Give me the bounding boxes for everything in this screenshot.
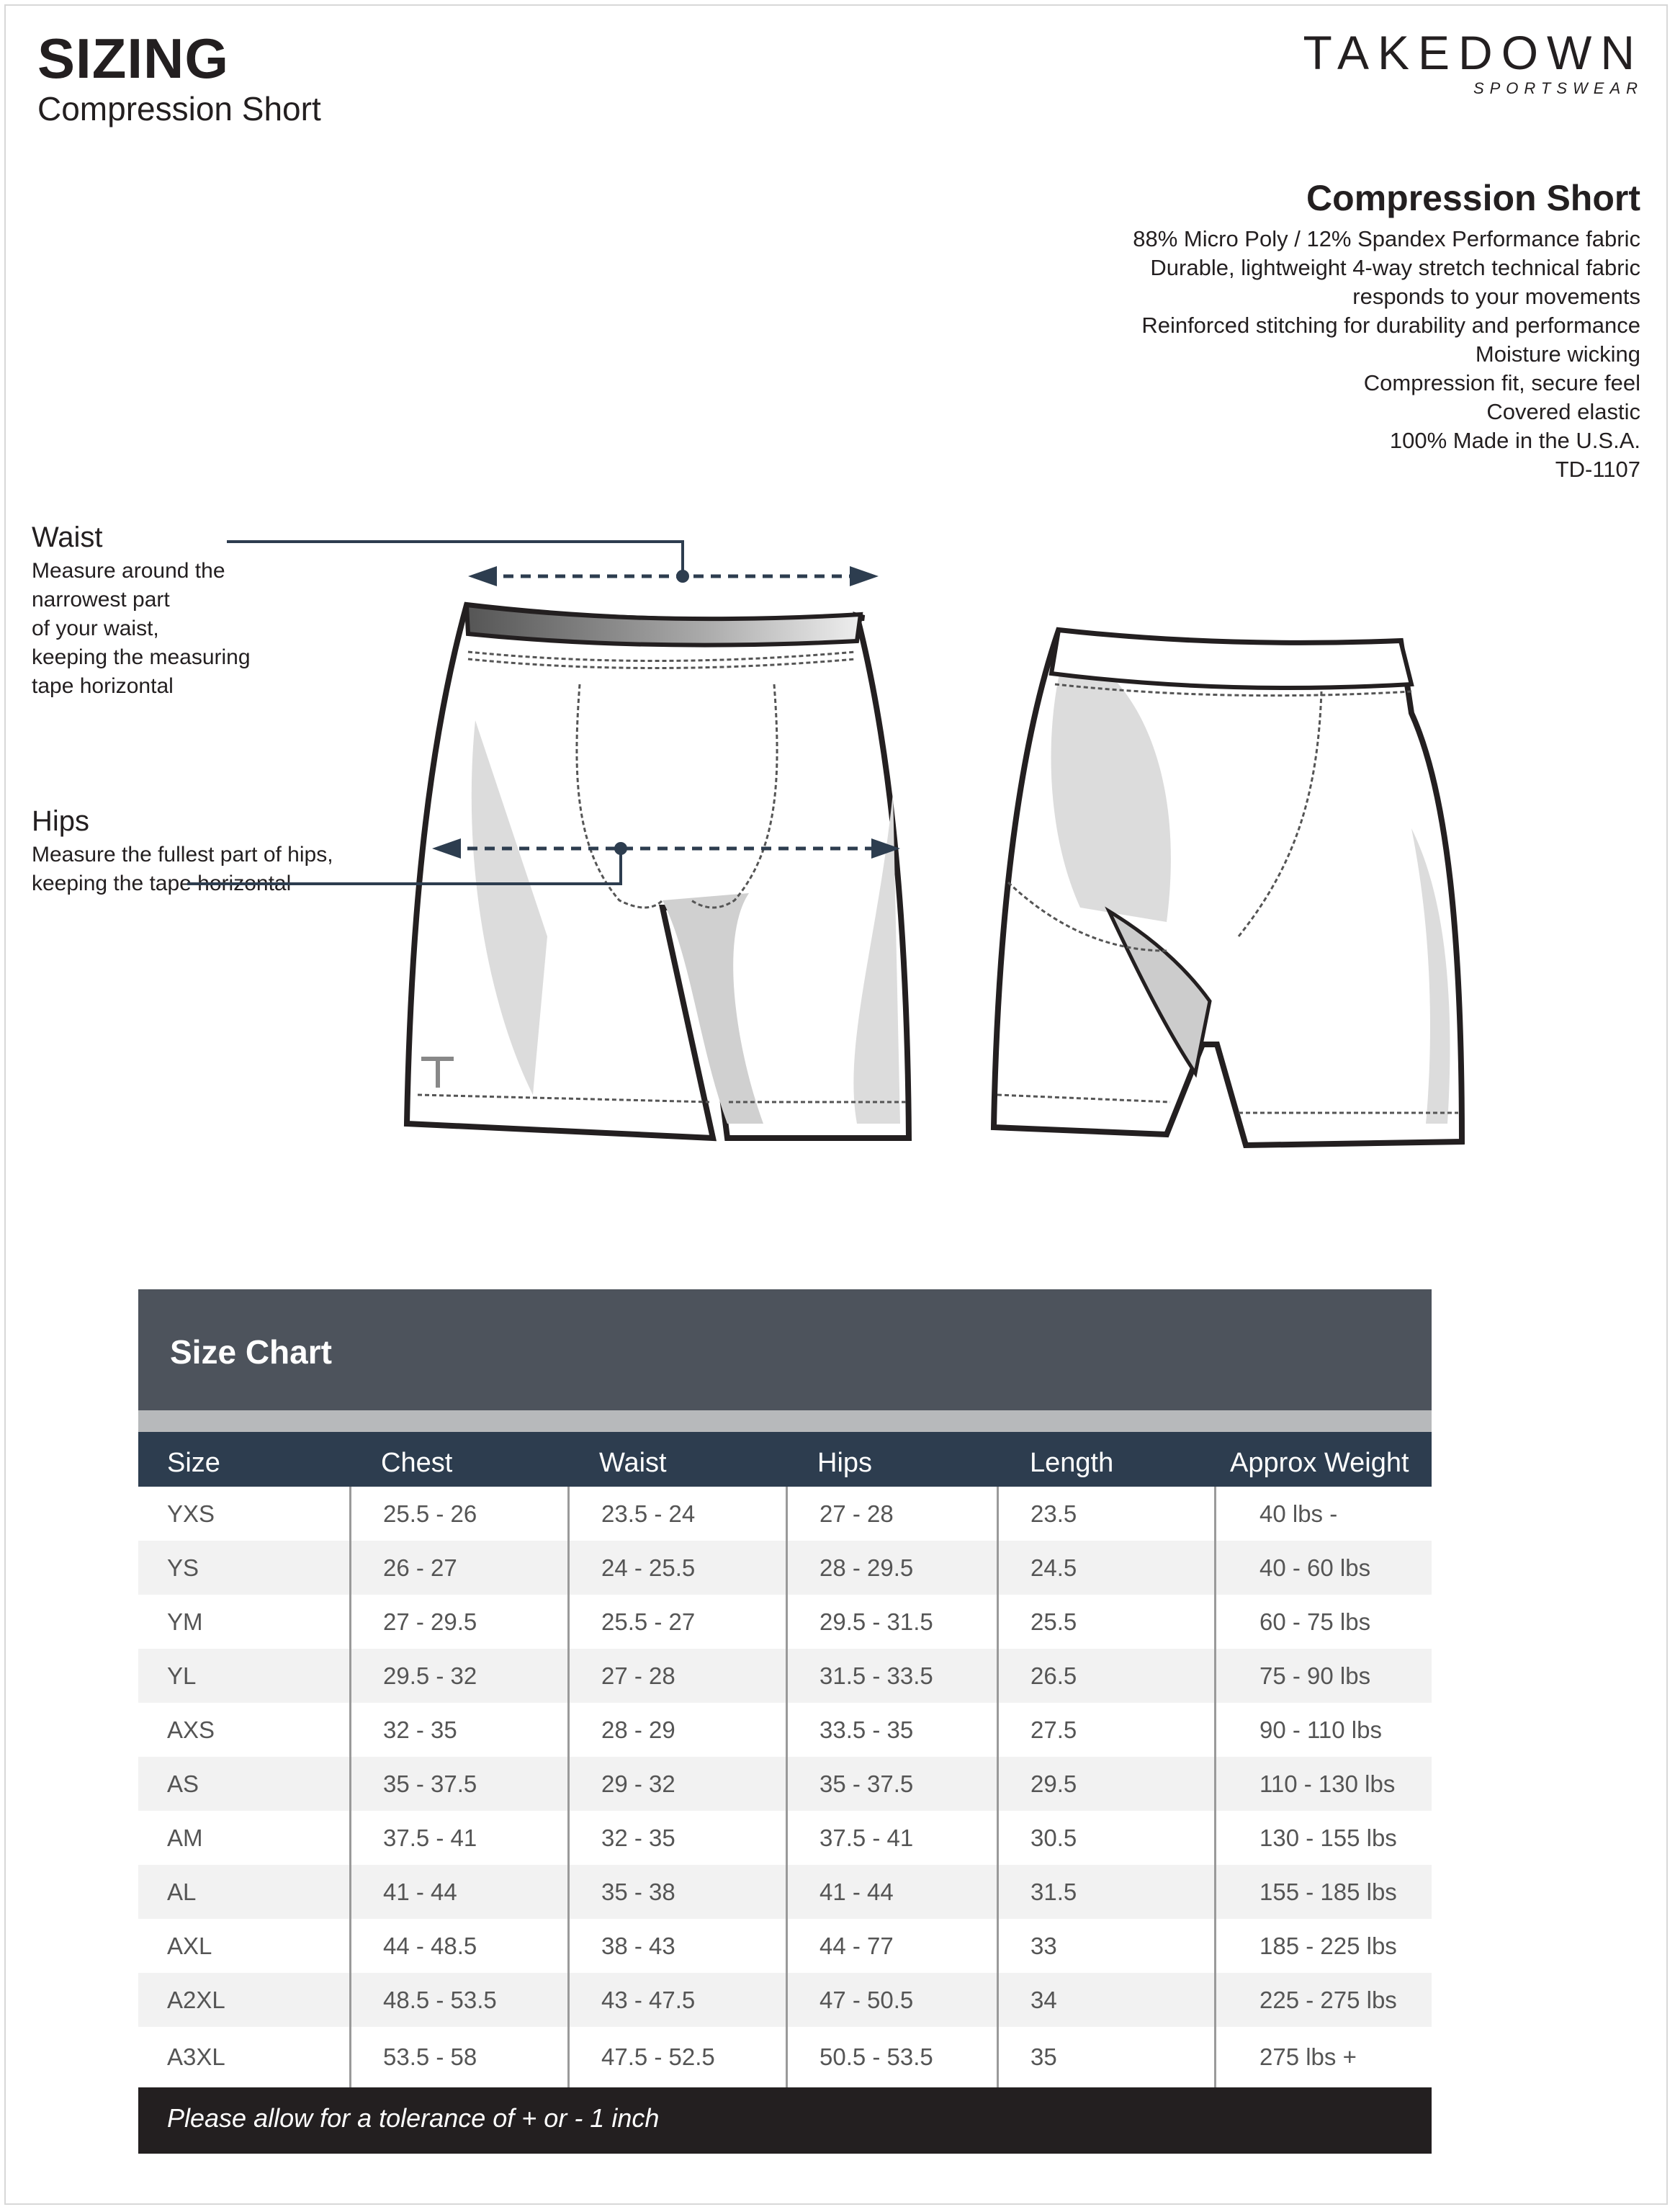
table-row bbox=[138, 1541, 1432, 1595]
table-cell: 31.5 bbox=[997, 1865, 1214, 1919]
table-cell: 32 - 35 bbox=[567, 1811, 786, 1865]
waist-line: of your waist, bbox=[32, 617, 159, 640]
table-cell: 225 - 275 lbs bbox=[1214, 1973, 1432, 2027]
waist-line: keeping the measuring bbox=[32, 645, 251, 669]
waist-line: tape horizontal bbox=[32, 674, 174, 698]
table-cell: 40 lbs - bbox=[1214, 1487, 1432, 1541]
table-row bbox=[138, 1811, 1432, 1865]
table-cell: 47.5 - 52.5 bbox=[567, 2027, 786, 2087]
table-cell: 185 - 225 lbs bbox=[1214, 1919, 1432, 1973]
table-cell: 60 - 75 lbs bbox=[1214, 1595, 1432, 1649]
feature-line: Reinforced stitching for durability and performance bbox=[1141, 313, 1640, 338]
table-row bbox=[138, 1973, 1432, 2027]
column-headers bbox=[138, 1432, 1432, 1487]
page-subtitle: Compression Short bbox=[37, 90, 321, 127]
table-cell: A2XL bbox=[167, 1987, 225, 2013]
waist-line: Measure around the bbox=[32, 559, 225, 583]
table-cell: 28 - 29.5 bbox=[786, 1541, 997, 1595]
tolerance-note: Please allow for a tolerance of + or - 1 inch bbox=[138, 2087, 1432, 2154]
waist-line: narrowest part bbox=[32, 588, 170, 612]
waist-title: Waist bbox=[32, 521, 103, 553]
table-row bbox=[138, 1487, 1432, 1541]
table-row bbox=[138, 1919, 1432, 1973]
column-header-weight: Approx Weight bbox=[1230, 1448, 1409, 1478]
hips-title: Hips bbox=[32, 805, 90, 837]
table-cell: 75 - 90 lbs bbox=[1214, 1649, 1432, 1703]
table-cell: 26.5 bbox=[997, 1649, 1214, 1703]
table-cell: YXS bbox=[167, 1500, 215, 1527]
table-cell: 25.5 - 27 bbox=[567, 1595, 786, 1649]
table-cell: 25.5 - 26 bbox=[349, 1487, 567, 1541]
column-header-length: Length bbox=[1030, 1448, 1114, 1478]
table-cell: 41 - 44 bbox=[786, 1865, 997, 1919]
table-cell: 29 - 32 bbox=[567, 1757, 786, 1811]
feature-line: 100% Made in the U.S.A. bbox=[1389, 428, 1640, 453]
feature-line: responds to your movements bbox=[1352, 284, 1640, 309]
feature-line: Moisture wicking bbox=[1475, 341, 1640, 367]
style-number: TD-1107 bbox=[1555, 457, 1640, 482]
table-cell: 37.5 - 41 bbox=[786, 1811, 997, 1865]
table-row bbox=[138, 1595, 1432, 1649]
size-chart-title: Size Chart bbox=[170, 1333, 332, 1371]
table-cell: 35 - 37.5 bbox=[349, 1757, 567, 1811]
table-cell: AM bbox=[167, 1824, 203, 1851]
table-cell: 155 - 185 lbs bbox=[1214, 1865, 1432, 1919]
hips-line: Measure the fullest part of hips, bbox=[32, 843, 333, 867]
table-cell: YS bbox=[167, 1554, 199, 1581]
table-cell: 130 - 155 lbs bbox=[1214, 1811, 1432, 1865]
table-cell: 34 bbox=[997, 1973, 1214, 2027]
table-cell: YL bbox=[167, 1662, 197, 1689]
table-cell: 29.5 - 31.5 bbox=[786, 1595, 997, 1649]
table-cell: 35 - 38 bbox=[567, 1865, 786, 1919]
table-cell: 29.5 - 32 bbox=[349, 1649, 567, 1703]
table-cell: 23.5 - 24 bbox=[567, 1487, 786, 1541]
table-cell: 48.5 - 53.5 bbox=[349, 1973, 567, 2027]
column-header-size: Size bbox=[167, 1448, 220, 1478]
size-chart-header bbox=[138, 1289, 1432, 1410]
table-cell: AL bbox=[167, 1879, 197, 1905]
table-cell: AXS bbox=[167, 1716, 215, 1743]
table-cell: 27 - 28 bbox=[786, 1487, 997, 1541]
feature-line: Durable, lightweight 4-way stretch technical fabric bbox=[1150, 255, 1640, 280]
table-cell: 41 - 44 bbox=[349, 1865, 567, 1919]
table-cell: 28 - 29 bbox=[567, 1703, 786, 1757]
brand-subtitle: SPORTSWEAR bbox=[1473, 79, 1643, 97]
table-cell: 25.5 bbox=[997, 1595, 1214, 1649]
table-cell: 38 - 43 bbox=[567, 1919, 786, 1973]
table-cell: 43 - 47.5 bbox=[567, 1973, 786, 2027]
page-title: SIZING bbox=[37, 27, 230, 90]
table-cell: 31.5 - 33.5 bbox=[786, 1649, 997, 1703]
table-cell: 37.5 - 41 bbox=[349, 1811, 567, 1865]
column-header-chest: Chest bbox=[381, 1448, 453, 1478]
table-cell: 24.5 bbox=[997, 1541, 1214, 1595]
table-cell: 27.5 bbox=[997, 1703, 1214, 1757]
feature-line: Compression fit, secure feel bbox=[1363, 370, 1640, 395]
table-cell: 44 - 77 bbox=[786, 1919, 997, 1973]
table-cell: A3XL bbox=[167, 2043, 225, 2070]
table-cell: 53.5 - 58 bbox=[349, 2027, 567, 2087]
table-cell: 30.5 bbox=[997, 1811, 1214, 1865]
table-cell: 110 - 130 lbs bbox=[1214, 1757, 1432, 1811]
table-cell: 26 - 27 bbox=[349, 1541, 567, 1595]
table-cell: 50.5 - 53.5 bbox=[786, 2027, 997, 2087]
table-cell: 40 - 60 lbs bbox=[1214, 1541, 1432, 1595]
table-row bbox=[138, 1865, 1432, 1919]
table-cell: 27 - 28 bbox=[567, 1649, 786, 1703]
feature-line: 88% Micro Poly / 12% Spandex Performance fabric bbox=[1133, 226, 1640, 251]
table-cell: 29.5 bbox=[997, 1757, 1214, 1811]
table-row bbox=[138, 1703, 1432, 1757]
table-row bbox=[138, 1757, 1432, 1811]
header-stripe bbox=[138, 1410, 1432, 1432]
product-name: Compression Short bbox=[1306, 178, 1640, 218]
table-cell: 35 - 37.5 bbox=[786, 1757, 997, 1811]
size-chart-body bbox=[138, 1487, 1432, 2087]
back-shorts-icon bbox=[994, 630, 1462, 1145]
table-row bbox=[138, 1649, 1432, 1703]
column-header-waist: Waist bbox=[599, 1448, 667, 1478]
front-shorts-icon bbox=[407, 605, 909, 1138]
table-cell: 33.5 - 35 bbox=[786, 1703, 997, 1757]
table-cell: 90 - 110 lbs bbox=[1214, 1703, 1432, 1757]
table-cell: 27 - 29.5 bbox=[349, 1595, 567, 1649]
table-cell: AXL bbox=[167, 1933, 212, 1959]
waist-arrow-icon bbox=[227, 542, 879, 586]
brand-name: TAKEDOWN bbox=[1303, 26, 1643, 79]
column-header-hips: Hips bbox=[817, 1448, 873, 1478]
table-cell: 32 - 35 bbox=[349, 1703, 567, 1757]
table-cell: 44 - 48.5 bbox=[349, 1919, 567, 1973]
size-chart bbox=[138, 1289, 1432, 2154]
feature-line: Covered elastic bbox=[1486, 399, 1640, 424]
table-row bbox=[138, 2027, 1432, 2087]
table-cell: 33 bbox=[997, 1919, 1214, 1973]
table-cell: 275 lbs + bbox=[1214, 2027, 1432, 2087]
table-cell: AS bbox=[167, 1770, 199, 1797]
table-cell: 24 - 25.5 bbox=[567, 1541, 786, 1595]
table-cell: 35 bbox=[997, 2027, 1214, 2087]
hips-line: keeping the tape horizontal bbox=[32, 872, 292, 895]
table-cell: YM bbox=[167, 1608, 203, 1635]
table-cell: 47 - 50.5 bbox=[786, 1973, 997, 2027]
table-cell: 23.5 bbox=[997, 1487, 1214, 1541]
